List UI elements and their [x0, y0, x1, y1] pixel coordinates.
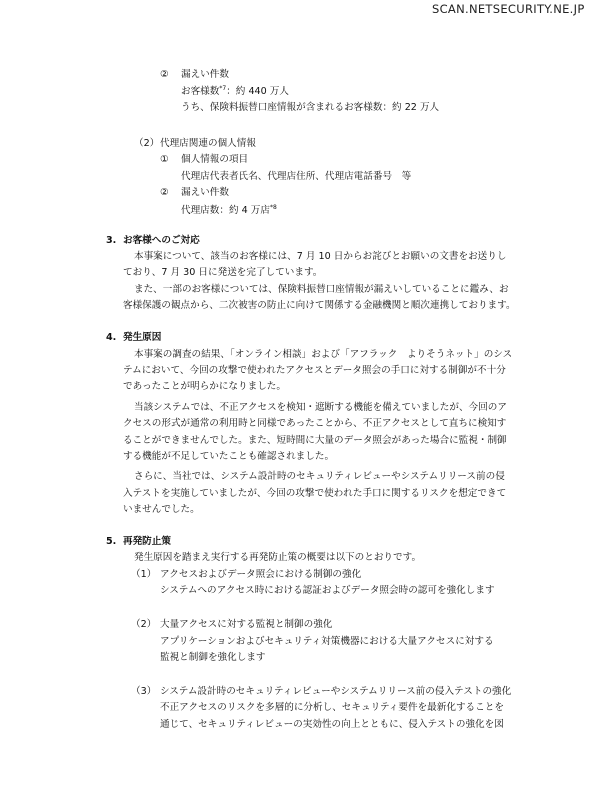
footnote-ref-8: *8: [269, 204, 277, 211]
customer-count-text: お客様数: [181, 86, 220, 97]
measure-detail: 不正アクセスのリスクを多層的に分析し、セキュリティ要件を最新化することを: [160, 702, 504, 713]
agency-count-line: [181, 205, 277, 216]
customer-count-line: [181, 86, 289, 97]
customer-count-value: ：約 440 万人: [226, 86, 289, 97]
paragraph-line: また、一部のお客様については、保険料振替口座情報が漏えいしていることに鑑み、お: [134, 284, 509, 295]
section-number: 4.: [106, 332, 117, 343]
section-number: 5.: [106, 536, 117, 547]
measure-detail: システムへのアクセス時における認証およびデータ照会時の認可を強化します: [160, 585, 495, 596]
section-title: お客様へのご対応: [123, 235, 200, 246]
paragraph-line: クセスの形式が通常の利用時と同様であったことから、不正アクセスとして直ちに検知す: [123, 418, 507, 429]
site-watermark: SCAN.NETSECURITY.NE.JP: [432, 2, 585, 16]
list-item-number: ②: [160, 187, 169, 198]
measure-number: （3）: [131, 686, 157, 697]
measure-detail: 通じて、セキュリティレビューの実効性の向上とともに、侵入テストの強化を図: [160, 719, 504, 730]
measure-title: アクセスおよびデータ照会における制御の強化: [160, 569, 362, 580]
list-item-label: 漏えい件数: [181, 187, 229, 198]
measure-detail: アプリケーションおよびセキュリティ対策機器における大量アクセスに対する: [160, 636, 494, 647]
measure-number: （2）: [131, 619, 157, 630]
section-number: 3.: [106, 235, 117, 246]
paragraph-line: いませんでした。: [123, 504, 200, 515]
section-intro: 発生原因を踏まえ実行する再発防止策の概要は以下のとおりです。: [134, 552, 422, 563]
footnote-ref-7: *7: [219, 85, 227, 92]
subsection-title: 代理店関連の個人情報: [160, 138, 256, 149]
agency-count-text: 代理店数：約 4 万店: [181, 205, 270, 216]
paragraph-line: 当該システムでは、不正アクセスを検知・遮断する機能を備えていましたが、今回のア: [134, 402, 507, 413]
subsection-number: （2）: [134, 138, 160, 149]
paragraph-line: ており、7 月 30 日に発送を完了しています。: [123, 267, 323, 278]
paragraph-line: さらに、当社では、システム設計時のセキュリティレビューやシステムリリース前の侵: [134, 471, 505, 482]
paragraph-line: 入テストを実施していましたが、今回の攻撃で使われた手口に関するリスクを想定できて: [123, 488, 507, 499]
paragraph-line: 客様保護の観点から、二次被害の防止に向けて関係する金融機関と順次連携しております。: [123, 300, 516, 311]
paragraph-line: であったことが明らかになりました。: [123, 381, 286, 392]
measure-title: 大量アクセスに対する監視と制御の強化: [160, 619, 333, 630]
section-title: 再発防止策: [123, 536, 171, 547]
measure-title: システム設計時のセキュリティレビューやシステムリリース前の侵入テストの強化: [160, 686, 512, 697]
paragraph-line: する機能が不足していたことも確認されました。: [123, 451, 335, 462]
agency-info-items: 代理店代表者氏名、代理店住所、代理店電話番号 等: [181, 171, 412, 182]
list-item-label: 個人情報の項目: [181, 154, 249, 165]
paragraph-line: 本事案について、該当のお客様には、7 月 10 日からお詫びとお願いの文書をお送りし: [134, 251, 507, 262]
list-item-number: ②: [160, 69, 169, 80]
measure-detail: 監視と制御を強化します: [160, 652, 266, 663]
paragraph-line: テムにおいて、今回の攻撃で使われたアクセスとデータ照会の手口に対する制御が不十分: [123, 365, 506, 376]
paragraph-line: 本事案の調査の結果、「オンライン相談」および「アフラック よりそうネット」のシス: [134, 349, 513, 360]
measure-number: （1）: [131, 569, 157, 580]
list-item-label: 漏えい件数: [181, 69, 229, 80]
bank-info-count-line: うち、保険料振替口座情報が含まれるお客様数：約 22 万人: [181, 102, 440, 113]
section-title: 発生原因: [123, 332, 162, 343]
list-item-number: ①: [160, 154, 169, 165]
paragraph-line: ることができませんでした。また、短時間に大量のデータ照会があった場合に監視・制御: [123, 435, 507, 446]
